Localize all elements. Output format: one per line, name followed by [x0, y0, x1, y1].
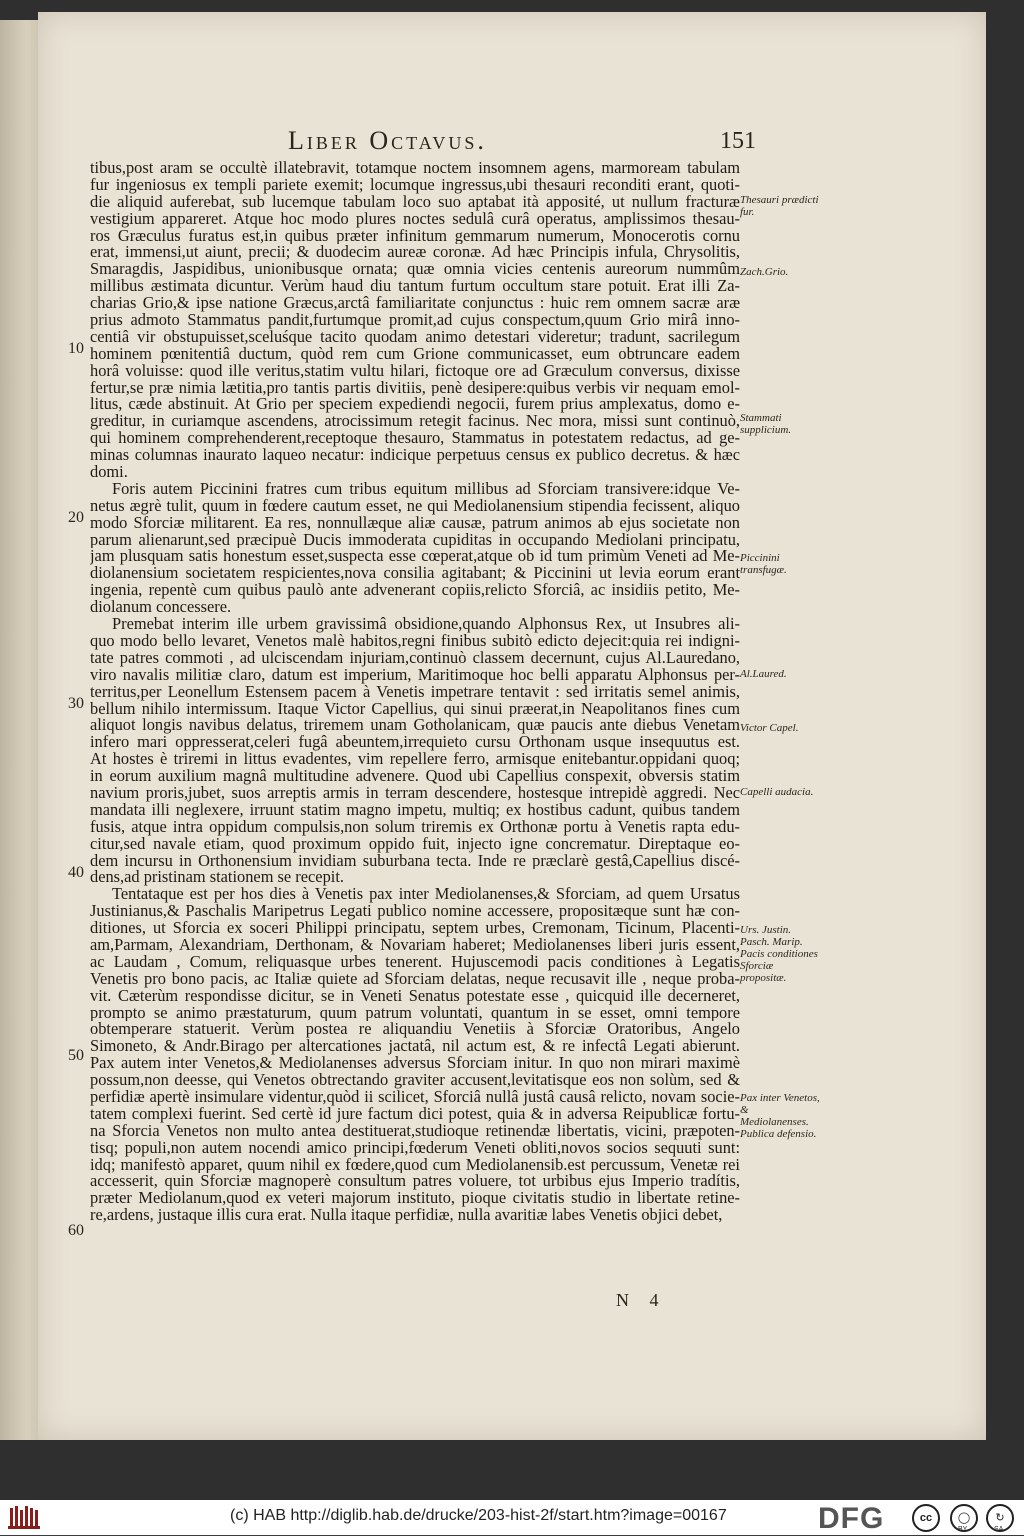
line-number: 60 [68, 1222, 84, 1239]
text-line: præter Mediolanum,quod ex veteri majorum instituto, pioque civitatis studio in libertate retine- [90, 1190, 740, 1208]
text-line: prompto se animo præstaturum, quum patrum voluntati, quantum in se esset, omni tempore [90, 1004, 740, 1022]
text-line: bellum nihilo intermissum. Itaque Victor Capellius, qui sinui præerat,in Neapolitanos fines cum [90, 700, 740, 718]
text-line: Simoneto, & Andr.Birago per altercationes jactatâ, nil actum est, & re infectâ Legati abierunt. [90, 1038, 740, 1056]
margin-note: Thesauri prædicti fur. [740, 194, 819, 218]
text-line: horâ voluisse: quod ille veritus,statim vultu hilari, fictoque ore ad Græculum conversus, dixisse [90, 362, 740, 380]
text-line: perfidiæ apertè insimulare videntur,quòd ii scilicet, Sforciâ nullâ justâ causâ relicto, novam socie- [90, 1088, 740, 1106]
text-line: territus,per Leonellum Estensem pacem à Venetis impetrare tentavit : sed irritatis semel animis, [90, 683, 740, 701]
text-line: tate patres commoti , ad ulciscendam injuriam,continuò classem decernunt, cujus Al.Lauredano, [90, 649, 740, 667]
text-line: fusis, atque intra oppidum compulsis,non solum triremis ex Orthonæ portu à Venetis rapta edu- [90, 818, 740, 836]
margin-note: Piccinini transfugæ. [740, 552, 787, 576]
text-line: Foris autem Piccinini fratres cum tribus equitum millibus ad Sforciam transivere:idque Ve- [112, 480, 740, 498]
text-line: ingenia, repentè cum quibus paulò ante advenerant copiis,relicto Sforciâ, ac insidiis petito, Me- [90, 582, 740, 600]
sa-label: SA [994, 1526, 1004, 1533]
text-line: qui hominem comprehenderent,receptoque thesauro, Stammatus in potestatem redactus, ad ge- [90, 430, 740, 448]
text-line: na Sforcia Venetos non multo antea destituerat,studioque retinendæ libertatis, vicini, præpoten- [90, 1122, 740, 1140]
line-number: 50 [68, 1047, 84, 1064]
text-line: am,Parmam, Alexandriam, Derthonam, & Novariam haberet; Mediolanenses liberi juris essent, [90, 936, 740, 954]
text-line: idq; manifestò apparet, quum nihil ex fœdere,quod cum Mediolanensib.est percussum, Venetæ rei [90, 1156, 740, 1174]
text-line: litus, cæde abstinuit. At Grio per speciem expediendi negocii, furem prius amplexatus, domo e- [90, 396, 740, 414]
margin-note: Stammati supplicium. [740, 412, 792, 436]
page-header [288, 120, 756, 160]
line-number: 20 [68, 509, 84, 526]
text-line: Smaragdis, Jaspidibus, unionibusque ornata; quæ omnia vicies centenis aureorum nummûm [90, 261, 740, 279]
text-line: Venetis pro bono pacis, ac Italiæ quiete ad Sforciam delatas, neque recusavit ille , neque proba- [90, 970, 740, 988]
by-icon: ◯ [950, 1504, 978, 1532]
text-line: ac Laudam , Comum, reliquasque urbes tenerent. Hujuscemodi pacis conditiones à Legatis [90, 953, 740, 971]
text-line: prius admoto Stammatus pandit,furtumque promit,ad cujus conspectum,quum Grio mirâ inno- [90, 312, 740, 329]
text-line: parum alienarunt,sed præcipuè Ducis immoderata cupiditas in occupando Mediolani principatu, [90, 531, 740, 549]
margin-note: Al.Laured. [740, 668, 787, 680]
text-line: in eorum auxilium magnâ multitudine advenere. Quod ubi Capellius conspexit, obversis statim [90, 768, 740, 785]
library-logo-icon [8, 1504, 40, 1530]
text-line: Pax autem inter Venetos,& Mediolanenses adversus Sforciam initur. In quo non mirari maximè [90, 1055, 740, 1073]
text-line: At hostes è triremi in littus evadentes, vim repellere ferro, armisque enitebantur.oppidani quoq; [90, 751, 740, 769]
margin-note: Urs. Justin. Pasch. Marip. Pacis conditiones Sforciæ propositæ. [740, 924, 818, 984]
text-line: dens,ad pristinam stationem se recepit. [90, 869, 344, 887]
text-line: tibus,post aram se occultè illatebravit, totamque noctem insomnem agens, marmoream tabulam [90, 160, 740, 177]
line-number: 40 [68, 864, 84, 881]
text-line: possum,non deesse, qui Venetos obtrectando graviter accusent,levitatisque eos non solùm, sed & [90, 1072, 740, 1089]
by-label: BY [958, 1526, 968, 1533]
text-line: ditiones, ut Sforcia ex soceri Philippi principatu, septem urbes, Cremonam, Ticinum, Placenti- [90, 920, 740, 937]
text-line: diolanensium societatem respicientes,nova consilia agitabant; & Piccinini ut levia eorum erant [90, 565, 740, 583]
text-line: navium proris,jubet, suos arreptis armis in terram descendere, hostesque intrepidè aggredi. Nec [90, 784, 740, 802]
text-line: millibus æstimata dicuntur. Verùm haud diu tantum furtum occultum stare potuit. Erat illi Za- [90, 278, 740, 296]
text-line: tisq; populi,non autem nocendi amico principi,fœderum Veneti obliti,novos socios sequuti sunt: [90, 1139, 740, 1157]
text-line: minas columnas inaurato laqueo necatur: indicique perpetuus census ex publico decretus. & hæc [90, 447, 740, 465]
text-line: mandata illi neglexere, irruunt statim magno impetu, multiq; ex hostibus cadunt, quibus tandem [90, 801, 740, 819]
text-line: die aliquid auferebat, sub lucemque tabulam loco suo aptabat ità apposité, ut nullum fracturæ [90, 193, 740, 211]
text-line: tatem complexi fuerint. Sed certè id jure factum dici potest, quia & in adversa Reipublicæ fortu- [90, 1105, 740, 1123]
book-page [38, 12, 986, 1440]
text-line: re,ardens, justaque illis cura erat. Nulla itaque perfidiæ, nulla avaritiæ labes Venetis objici debet, [90, 1207, 723, 1225]
text-line: infero mari oppresserat,celeri fugâ abeuntem,irrequieto cursu Orthonam usque insequutus est. [90, 734, 740, 752]
text-line: centiâ vir obstupuisset,sceluśque tacito quodam animo detestari videretur; tradunt, sacrilegum [90, 328, 740, 346]
dfg-logo: DFG [818, 1502, 885, 1535]
text-line: accesserit, quin Sforciæ magnoperè consultum patres voluere, tot urbibus ejus Imperio tradítis, [90, 1173, 740, 1191]
text-line: netus ægrè tulit, quum in fœdere cautum esset, ne qui Mediolanensium stipendia fecissent, aliquo [90, 497, 740, 515]
text-line: ros Græculus furatus est,in quibus præter infinitum gemmarum numerum, Monocerotis cornu [90, 227, 740, 245]
line-number: 30 [68, 695, 84, 712]
page-edge [0, 20, 38, 1440]
folio-number: 151 [720, 128, 756, 154]
text-line: jam plusquam satis honestum esset,suspecta esse cœperat,atque ob id tum primùm Veneti ad Me- [90, 548, 740, 566]
sa-icon: ↻ [986, 1504, 1014, 1532]
text-line: Justinianus,& Paschalis Maripetrus Legati publico nomine accessere, propositæque sunt hæ con- [90, 903, 740, 921]
text-line: vestigium appareret. Atque hoc modo plures noctes sedulâ curâ operatus, amplissimos thesau- [90, 210, 740, 228]
attribution-link[interactable]: (c) HAB http://diglib.hab.de/drucke/203-hist-2f/start.htm?image=00167 [230, 1507, 727, 1524]
margin-note: Pax inter Venetos, & Mediolanenses. Publica defensio. [740, 1092, 820, 1140]
text-line: domi. [90, 464, 128, 481]
text-line: aliquot longis navibus delatus, triremem unam Gotholanicam, quæ paucis ante diebus Venetam [90, 717, 740, 735]
text-line: dem incursu in Orthonensium invidiam suburbana tecta. Inde re præclarè gestâ,Capellius discé- [90, 852, 740, 870]
cc-icon: cc [912, 1504, 940, 1532]
margin-note: Zach.Grio. [740, 266, 789, 278]
footer-bar [0, 1500, 1024, 1535]
text-line: modo Sforciæ militarent. Ea res, nonnullæque aliæ causæ, patrum animos ab ejus societate non [90, 514, 740, 532]
text-line: fertur,se præ nimia lætitia,pro tantis partis divitiis, penè desipere:quibus verbis vir nequam emol- [90, 379, 740, 397]
text-line: quo modo bello levaret, Venetos malè habitos,regni finibus subitò edicto dejecit:quia rei indigni- [90, 632, 740, 650]
margin-note: Capelli audacia. [740, 786, 814, 798]
text-line: citur,sed navale etiam, quod proximum oppido fuit, injecto igne concrematur. Direptaque eo- [90, 835, 740, 853]
text-line: Tentataque est per hos dies à Venetis pax inter Mediolanenses,& Sforciam, ad quem Ursatus [112, 886, 740, 904]
text-line: erat, immensi,ut aiunt, precii; & duodecim aureæ coronæ. Ad hæc Principis infula, Chrysolitis, [90, 244, 740, 262]
running-title: Liber Octavus. [288, 126, 487, 155]
text-line: hominem pœnitentiâ ductum, quòd rem cum Grione communicasset, eum obtruncare eadem [90, 345, 740, 363]
text-line: Premebat interim ille urbem gravissimâ obsidione,quando Alphonsus Rex, ut Insubres ali- [112, 616, 740, 633]
text-line: obtemperare statuerit. Verùm postea re aliquandiu Venetiis à Sforciæ Oratoribus, Angelo [90, 1021, 740, 1039]
body-text [90, 160, 740, 1224]
text-line: charias Grio,& ipse natione Græcus,arctâ familiaritate conjunctus : huic rem omnem sacræ aræ [90, 295, 740, 313]
text-line: greditur, in curiamque ascendens, atrocissimum retegit facinus. Nec mora, missi sunt continuò, [90, 413, 740, 431]
text-line: vit. Cæterùm respondisse dicitur, se in Veneti Senatus potestate esse , quicquid ille decerneret, [90, 987, 740, 1005]
text-line: fur ingeniosus ex templi pariete exemit; locumque ingressus,ubi thesauri reconditi erant, quoti- [90, 176, 740, 194]
text-line: viro navalis militiæ claro, datum est imperium, Maritimoque hoc belli apparatu Alphonsus per- [90, 666, 740, 684]
text-line: diolanum concessere. [90, 599, 232, 617]
margin-note: Victor Capel. [740, 722, 799, 734]
signature-mark: N 4 [616, 1290, 667, 1310]
line-number: 10 [68, 340, 84, 357]
